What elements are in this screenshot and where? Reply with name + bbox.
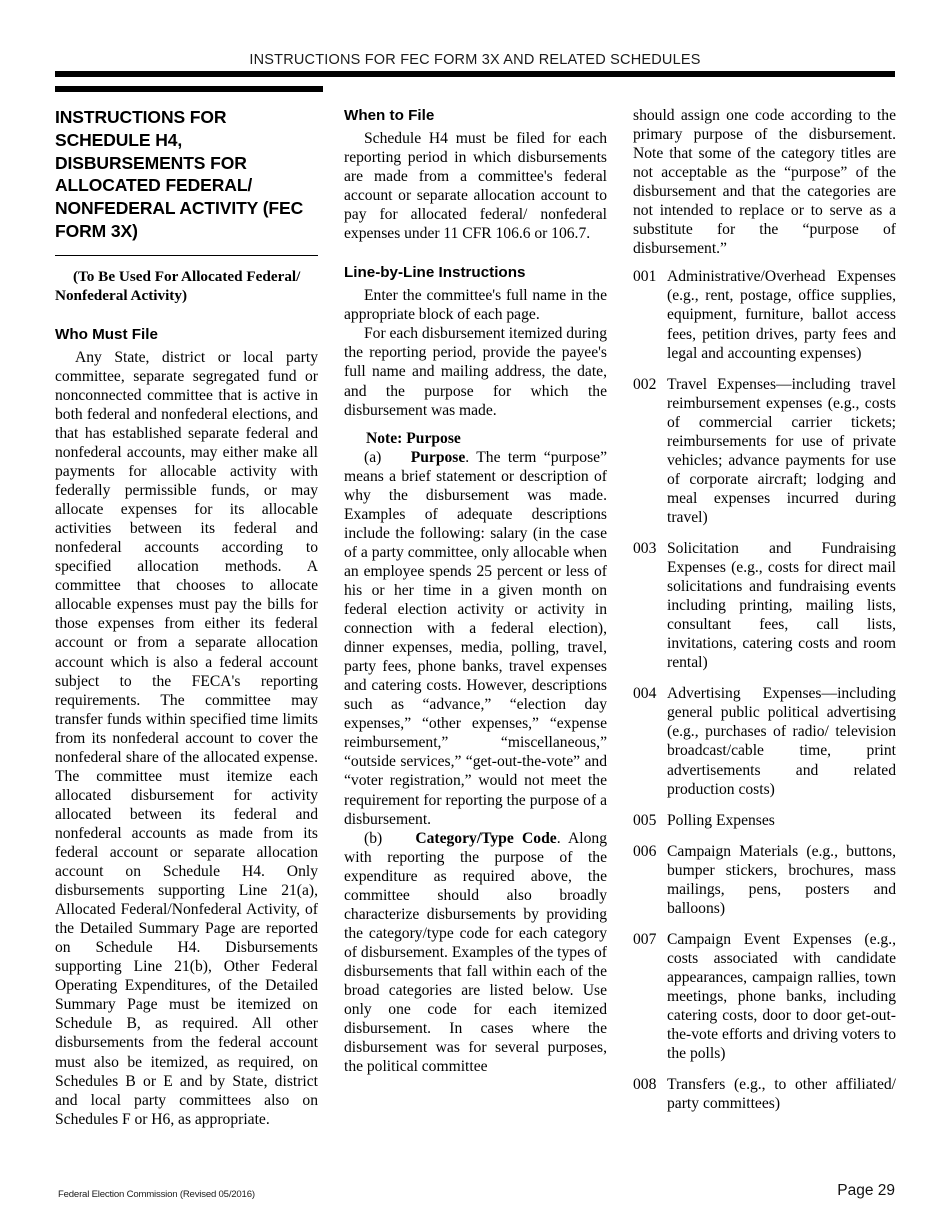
code-number: 002 <box>633 375 657 393</box>
code-entry <box>633 267 896 362</box>
code-description: Solicitation and Fundraising Expenses (e.g., costs for direct mail solicitations and fundraising events including printing, mailing lists, consultant fees, call lists, invitations, catering costs and room rental) <box>667 539 896 672</box>
code-entry <box>633 1075 896 1113</box>
code-description: Campaign Materials (e.g., buttons, bumper stickers, brochures, mass mailings, pens, posters and balloons) <box>667 842 896 917</box>
code-number: 003 <box>633 539 657 557</box>
column-two <box>344 106 607 1156</box>
footer-page-number: Page 29 <box>837 1182 895 1199</box>
running-head: INSTRUCTIONS FOR FEC FORM 3X AND RELATED SCHEDULES <box>249 52 701 68</box>
header-rule-short <box>55 86 323 92</box>
heading-line-by-line-instructions: Line-by-Line Instructions <box>344 264 526 282</box>
item-b-label: (b) <box>364 829 383 847</box>
code-entry <box>633 539 896 672</box>
paragraph-item-a <box>344 448 607 829</box>
heading-note-purpose: Note: Purpose <box>366 429 461 447</box>
paragraph-item-b <box>344 829 607 1077</box>
code-number: 001 <box>633 268 657 286</box>
code-number: 008 <box>633 1076 657 1094</box>
paragraph-line-by-line-2: For each disbursement itemized during the reporting period, provide the payee's full name and mailing address, the date, and the purpose for which the disbursement was made. <box>344 325 607 419</box>
paragraph-who-must-file: Any State, district or local party committee, separate segregated fund or nonconnected committee that is active in both federal and nonfederal elections, and that has established separate federal and nonfederal accounts, may either make all payments for allocable activity with federally permissible funds, or may allocate expenses for its allocable activities between its federal and nonfederal accounts according to specified allocation methods. A committee that chooses to allocate allocable expenses must pay the bills for those expenses from either its federal account or from a separate allocation account which is also a federal account subject to the FECA's reporting requirements. The committee may transfer funds within specified time limits from its nonfederal account to cover the nonfederal share of the allocated expense. The committee must itemize each allocated disbursement for activity allocated between its federal and nonfederal accounts as made from its federal account or separate allocation account on Schedule H4. Only disbursements supporting Line 21(a), Allocated Federal/Nonfederal Activity, of the Detailed Summary Page are reported on Schedule H4. Disbursements supporting Line 21(b), Other Federal Operating Expenditures, of the Detailed Summary Page must be itemized on Schedule B, as required. All other disbursements from the federal account must also be itemized, as required, on Schedules B or E and by State, district and local party committees also on Schedules F or H6, as appropriate. <box>55 348 318 1128</box>
heading-when-to-file: When to File <box>344 107 435 124</box>
code-description: Transfers (e.g., to other affiliated/ party committees) <box>667 1076 896 1113</box>
page-title: INSTRUCTIONS FOR SCHEDULE H4, DISBURSEMENTS FOR ALLOCATED FEDERAL/ NONFEDERAL ACTIVITY (FEC FORM 3X) <box>55 107 304 241</box>
column-one <box>55 106 318 1156</box>
item-a-label: (a) <box>364 448 382 466</box>
code-description: Campaign Event Expenses (e.g., costs associated with candidate appearances, campaign rallies, town meetings, phone banks, including catering costs, door to door get-out-the-vote efforts and driving voters to the polls) <box>667 930 896 1063</box>
code-description: Polling Expenses <box>667 811 775 829</box>
code-entry <box>633 684 896 798</box>
three-column-body <box>55 106 895 1156</box>
item-a-runin-heading: Purpose <box>410 448 466 466</box>
item-b-body: . Along with reporting the purpose of the expenditure as required above, the committee should also broadly characterize disbursements by providing the category/type code for each category of disbursement. Examples of the types of disbursements that fall within each of the broad categories are listed below. Use only one code for each itemized disbursement. In cases where the disbursement was for several purposes, the political committee <box>344 829 608 1076</box>
code-description: Administrative/Overhead Expenses (e.g., rent, postage, office supplies, equipment, furniture, ballot access fees, petition drives, party fees and legal and accounting expenses) <box>667 268 896 362</box>
code-entry <box>633 842 896 918</box>
paragraph-line-by-line-1: Enter the committee's full name in the appropriate block of each page. <box>344 287 607 324</box>
footer-agency-line: Federal Election Commission (Revised 05/2016) <box>58 1189 255 1200</box>
code-number: 005 <box>633 811 657 829</box>
code-description: Advertising Expenses—including general public political advertising (e.g., purchases of radio/ television broadcast/cable time, print advertisements and related production costs) <box>667 685 896 798</box>
code-number: 004 <box>633 685 657 703</box>
code-description: Travel Expenses—including travel reimbursement expenses (e.g., costs of commercial carrier tickets; reimbursements for use of private vehicles; advance payments for use of corporate aircraft; lodging and meal expenses incurred during travel) <box>667 375 896 526</box>
code-number: 006 <box>633 842 657 860</box>
category-type-code-list <box>633 267 896 1113</box>
item-b-runin-heading: Category/Type Code <box>415 829 557 847</box>
page-subtitle: (To Be Used For Allocated Federal/ Nonfederal Activity) <box>55 267 301 304</box>
header-rule-full <box>55 71 895 77</box>
title-divider <box>55 255 318 256</box>
code-entry <box>633 811 896 830</box>
heading-who-must-file: Who Must File <box>55 325 158 343</box>
code-entry <box>633 375 896 527</box>
paragraph-continuation: should assign one code according to the primary purpose of the disbursement. Note that some of the category titles are not acceptable as the “purpose” of the disbursement and that the categories are not intended to replace or to serve as a substitute for the “purpose of disbursement.” <box>633 107 896 258</box>
item-a-body: . The term “purpose” means a brief statement or description of why the disbursement was made. Examples of adequate descriptions include the following: salary (in the case of a party committee, only allocable when an employee spends 25 percent or less of his or her time in a given month on federal election activity or activity in connection with a federal election), dinner expenses, media, polling, travel, party fees, phone banks, travel expenses and catering costs. However, descriptions such as “advance,” “election day expenses,” “other expenses,” “expense reimbursement,” “miscellaneous,” “outside services,” “get-out-the-vote” and “voter registration,” would not meet the requirement for reporting the purpose of a disbursement. <box>344 448 607 828</box>
code-number: 007 <box>633 930 657 948</box>
code-entry <box>633 930 896 1063</box>
column-three <box>633 106 896 1156</box>
paragraph-when-to-file: Schedule H4 must be filed for each reporting period in which disbursements are made from a committee's federal account or separate allocation account to pay for allocated federal/ nonfederal expenses under 11 CFR 106.6 or 106.7. <box>344 130 607 243</box>
